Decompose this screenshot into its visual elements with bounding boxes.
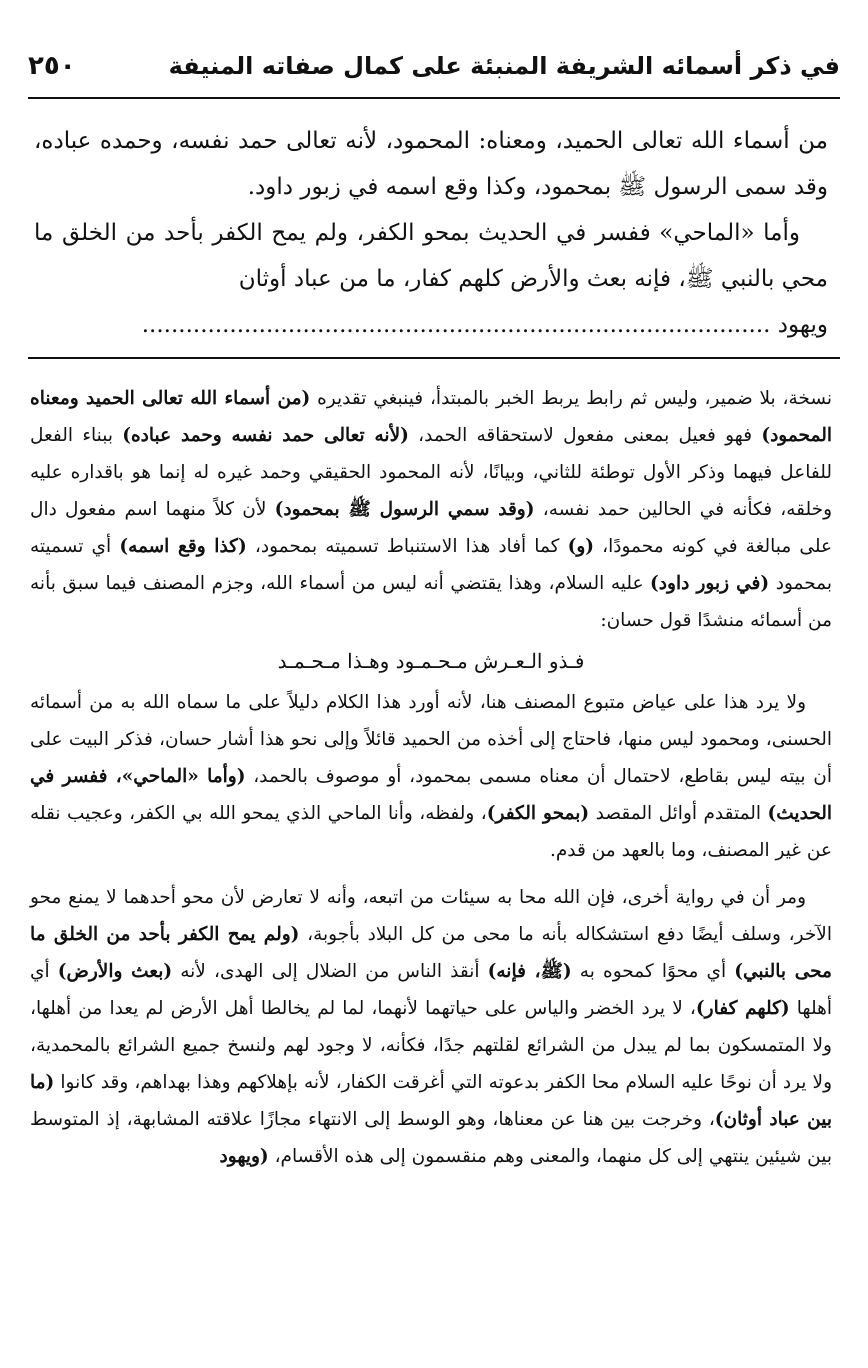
quoted-matn-text: (ولم يمح الكفر بأحد من الخلق ما محى بالنبي) (30, 924, 832, 982)
commentary-text: عليه السلام، وهذا يقتضي أنه ليس من أسماء الله، وجزم المصنف فيما سبق بأنه من أسمائه منشدًا قول حسان: (30, 573, 832, 631)
quoted-matn-text: (بعث والأرض) (57, 961, 173, 982)
main-paragraph: وأما «الماحي» ففسر في الحديث بمحو الكفر، ولم يمح الكفر بأحد من الخلق ما محي بالنبي ﷺ، فإنه بعث والأرض كلهم كفار، ما من عباد أوثان (34, 220, 828, 292)
quoted-matn-text: (و) (567, 536, 595, 557)
commentary-text: فهو فعيل بمعنى مفعول لاستحقاقه الحمد، (408, 425, 762, 446)
commentary-text: ، وخرجت بين هنا عن معناها، وهو الوسط إلى الانتهاء مجازًا علاقته المشابهة، إذ المتوسط بين شيئين ينتهي إلى كل منهما، والمعنى وهم منقسمون إلى هذه الأقسام، (30, 1109, 832, 1167)
commentary-text: ومر أن في رواية أخرى، فإن الله محا به سيئات من اتبعه، وأنه لا تعارض لأن محو أحدهما لا يمنع محو الآخر، وسلف أيضًا دفع استشكاله بأنه ما محى من كل البلاد بأجوبة، (30, 887, 832, 945)
commentary-text: كما أفاد هذا الاستنباط تسميته بمحمود، (246, 536, 568, 557)
page-number: ٢٥٠ (28, 51, 76, 81)
commentary-text: المتقدم أوائل المقصد (589, 803, 768, 824)
quoted-matn-text: (ويهود (219, 1146, 269, 1167)
quoted-matn-text: (لأنه تعالى حمد نفسه وحمد عباده) (122, 425, 409, 446)
quoted-matn-text: (من أسماء الله تعالى الحميد ومعناه المحمود) (30, 388, 832, 446)
commentary-text: أي أهلها (30, 961, 832, 1019)
page-header (28, 44, 840, 88)
quoted-matn-text: (ﷺ، فإنه) (487, 961, 572, 982)
commentary-paragraph (30, 684, 832, 869)
commentary-text: أي تسميته بمحمود (30, 536, 832, 594)
commentary-paragraph (30, 879, 832, 1175)
quoted-matn-text: (وقد سمي الرسول ﷺ بمحمود) (274, 499, 535, 520)
quoted-matn-text: (ما بين عباد أوثان) (30, 1072, 832, 1130)
commentary-text: ولا يرد هذا على عياض متبوع المصنف هنا، لأنه أورد هذا الكلام دليلاً على ما سماه الله به من أسمائه الحسنى، ومحمود ليس منها، فاحتاج إلى أخذه من الحميد قائلاً وإلى نحو هذا أشار حسان، فذكر البيت على أن بيته ليس بقاطع، لاحتمال أن معناه مسمى بمحمود، أو موصوف بالحمد، (30, 692, 832, 787)
commentary-text: أي محوًا كمحوه به (571, 961, 735, 982)
main-paragraph: من أسماء الله تعالى الحميد، ومعناه: المحمود، لأنه تعالى حمد نفسه، وحمده عباده، وقد سمى الرسول ﷺ بمحمود، وكذا وقع اسمه في زبور داود. (34, 128, 828, 200)
quoted-matn-text: (وأما «الماحي»، ففسر في الحديث) (30, 766, 832, 824)
section-divider (28, 357, 840, 359)
header-rule (28, 97, 840, 99)
quoted-matn-text: (كذا وقع اسمه) (119, 536, 247, 557)
commentary-text: نسخة، بلا ضمير، وليس ثم رابط يربط الخبر بالمبتدأ، فينبغي تقديره (310, 388, 832, 409)
quoted-matn-text: (كلهم كفار) (695, 998, 790, 1019)
poetry-verse: فـذو الـعـرش مـحـمـود وهـذا مـحـمـد (277, 649, 585, 673)
main-paragraph-continuation: ويهود ...................................................................................... (141, 312, 828, 338)
commentary-text: ببناء الفعل للفاعل فيهما وذكر الأول توطئة للثاني، وبيانًا، لأنه المحمود الحقيقي وحمد غيره له إنما هو باقداره عليه وخلقه، فكأنه في الحالين حمد نفسه، (30, 425, 833, 520)
commentary-paragraph (30, 380, 832, 639)
commentary-text: ، ولفظه، وأنا الماحي الذي يمحو الله بي الكفر، وعجيب نقله عن غير المصنف، وما بالعهد من قدم. (30, 803, 832, 861)
commentary-text: أنقذ الناس من الضلال إلى الهدى، لأنه (172, 961, 488, 982)
running-title: في ذكر أسمائه الشريفة المنبئة على كمال صفاته المنيفة (168, 52, 840, 80)
commentary-text: ، لا يرد الخضر والياس على حياتهما لأنهما، لما لم يخالطا أهل الأرض لم يعدا من أهلها، ولا المتمسكون بما لم يبدل من الشرائع لقلتهم جدًا، فكأنه، لا وجود لهم ولنسخ جميع الشرائع بالمحمدية، ولا يرد أن نوحًا عليه السلام محا الكفر بدعوته التي أغرقت الكفار، لأنه بإهلاكهم وهذا بهداهم، وقد كانوا (30, 998, 832, 1093)
commentary-block (30, 380, 832, 1175)
main-text-block (34, 118, 828, 348)
quoted-matn-text: (بمحو الكفر) (486, 803, 590, 824)
quoted-matn-text: (في زبور داود) (650, 573, 770, 594)
commentary-text: لأن كلاً منهما اسم مفعول دال على مبالغة في كونه محمودًا، (30, 499, 832, 557)
